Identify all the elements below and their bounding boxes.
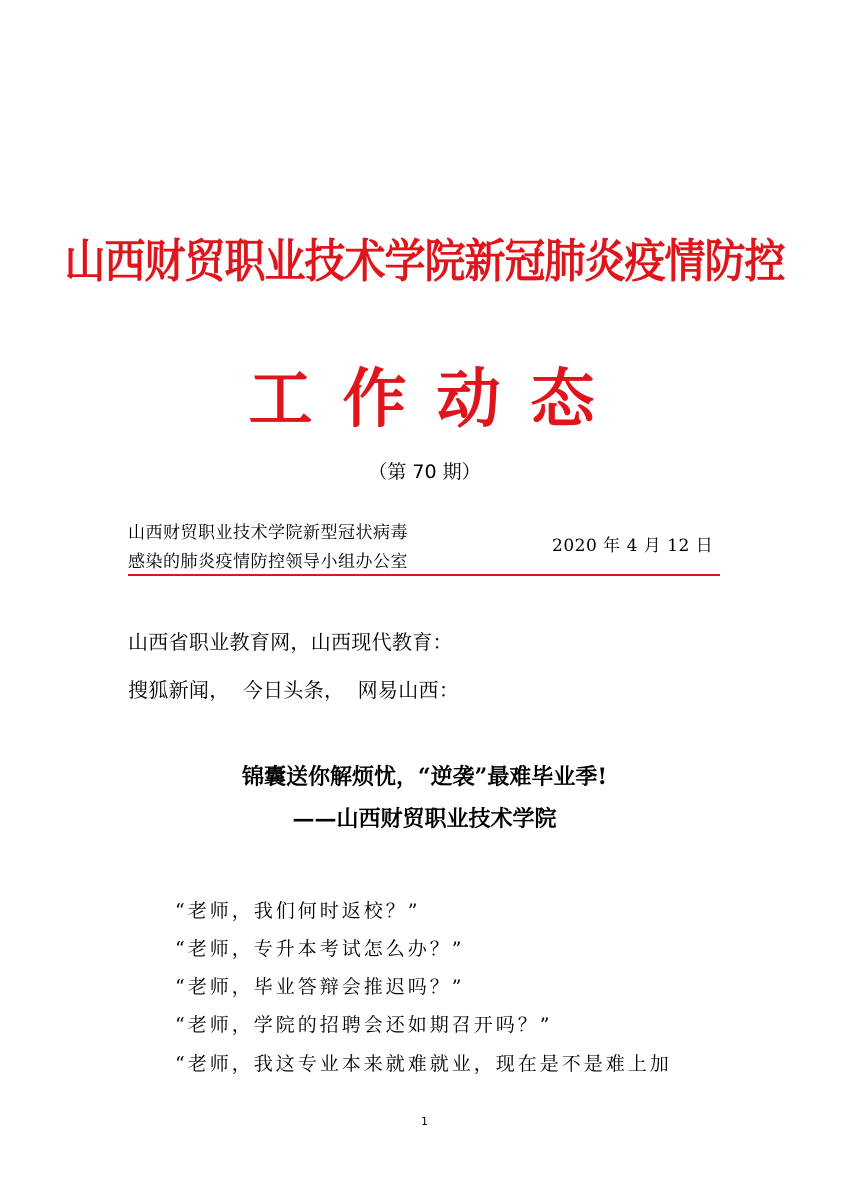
issuing-office-line-2: 感染的肺炎疫情防控领导小组办公室 bbox=[128, 552, 408, 572]
quote-line: “老师，毕业答辩会推迟吗？” bbox=[175, 976, 465, 998]
issuing-office-line-1: 山西财贸职业技术学院新型冠状病毒 bbox=[128, 523, 408, 543]
outlet-line-2: 搜狐新闻， 今日头条， 网易山西： bbox=[128, 678, 460, 702]
article-headline: 锦囊送你解烦忧，“逆袭”最难毕业季! bbox=[242, 764, 607, 790]
header-divider bbox=[128, 574, 720, 576]
issuing-office bbox=[128, 519, 408, 577]
issue-number: （第 70 期） bbox=[368, 461, 481, 483]
quote-line: “老师，专升本考试怎么办？” bbox=[175, 938, 465, 960]
masthead-subtitle: 工作动态 bbox=[248, 362, 625, 437]
quote-line: “老师，学院的招聘会还如期召开吗？” bbox=[175, 1014, 553, 1036]
outlet-line-1: 山西省职业教育网，山西现代教育： bbox=[128, 630, 453, 654]
issue-date: 2020 年 4 月 12 日 bbox=[552, 536, 714, 556]
masthead-title: 山西财贸职业技术学院新冠肺炎疫情防控 bbox=[64, 234, 785, 289]
article-byline: ——山西财贸职业技术学院 bbox=[292, 806, 557, 832]
page-number: 1 bbox=[421, 1115, 428, 1128]
quote-line: “老师，我们何时返校？” bbox=[175, 900, 421, 922]
quote-line: “老师，我这专业本来就难就业，现在是不是难上加 bbox=[175, 1053, 672, 1075]
